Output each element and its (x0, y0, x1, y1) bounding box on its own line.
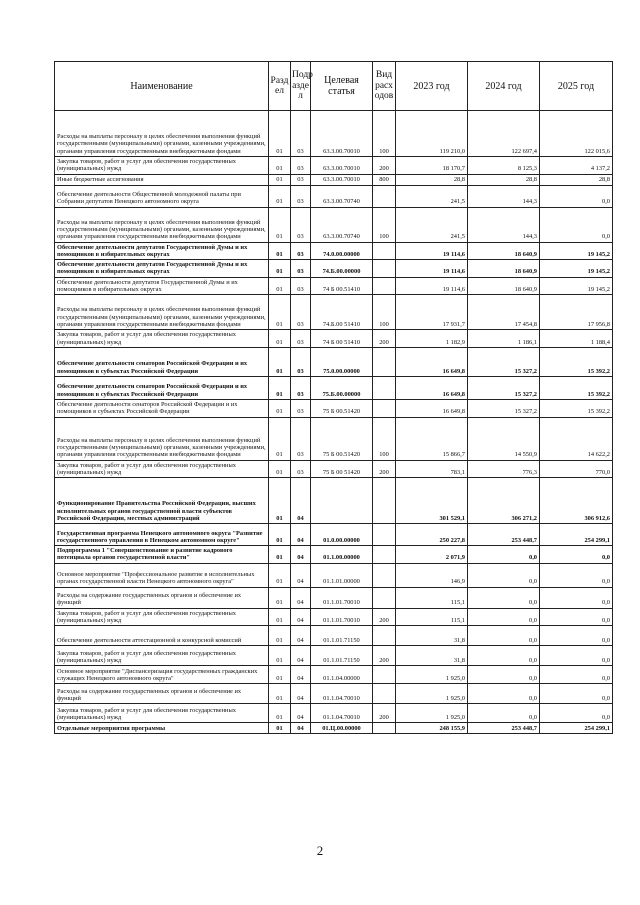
row-amount-2025: 306 912,6 (540, 478, 613, 524)
row-expense-type (373, 626, 396, 646)
row-amount-2025: 0,0 (540, 207, 613, 242)
table-row (55, 111, 613, 157)
table-row (55, 546, 613, 564)
row-amount-2024: 0,0 (468, 684, 540, 704)
row-podrazdel: 03 (291, 330, 311, 348)
row-amount-2024: 18 640,9 (468, 242, 540, 260)
table-row (55, 646, 613, 666)
row-amount-2023: 1 182,9 (396, 330, 468, 348)
table-row (55, 330, 613, 348)
row-podrazdel: 04 (291, 666, 311, 684)
row-podrazdel: 04 (291, 704, 311, 723)
row-target-article: 01.1.01.71150 (311, 646, 373, 666)
row-amount-2024: 0,0 (468, 666, 540, 684)
header-podrazdel: Подр азде л (291, 62, 311, 111)
row-razdel: 01 (269, 646, 291, 666)
row-amount-2023: 31,8 (396, 626, 468, 646)
row-expense-type: 100 (373, 111, 396, 157)
row-razdel: 01 (269, 399, 291, 417)
row-name: Расходы на содержание государственных органов и обеспечение их функций (55, 587, 269, 608)
row-amount-2025: 254 299,1 (540, 524, 613, 546)
row-target-article: 63.3.00.70010 (311, 111, 373, 157)
row-razdel: 01 (269, 587, 291, 608)
row-razdel: 01 (269, 174, 291, 185)
row-target-article: 01.1.04.70010 (311, 684, 373, 704)
row-amount-2024: 0,0 (468, 546, 540, 564)
row-amount-2023: 301 529,1 (396, 478, 468, 524)
row-amount-2024: 144,3 (468, 185, 540, 207)
row-amount-2023: 28,8 (396, 174, 468, 185)
table-row (55, 723, 613, 734)
row-podrazdel: 04 (291, 626, 311, 646)
row-amount-2025: 15 392,2 (540, 376, 613, 399)
row-target-article: 01.0.00.00000 (311, 524, 373, 546)
row-amount-2025: 122 015,6 (540, 111, 613, 157)
row-amount-2023: 119 210,0 (396, 111, 468, 157)
row-name: Обеспечение деятельности депутатов Государственной Думы и их помощников в избирательных округах (55, 260, 269, 278)
row-amount-2025: 14 622,2 (540, 417, 613, 460)
row-name: Обеспечение деятельности Общественной молодежной палаты при Собрании депутатов Ненецкого автономного округа (55, 185, 269, 207)
row-amount-2023: 248 155,9 (396, 723, 468, 734)
row-amount-2023: 2 071,9 (396, 546, 468, 564)
row-name: Подпрограмма 1 "Совершенствование и развитие кадрового потенциала органов государственной власти" (55, 546, 269, 564)
row-razdel: 01 (269, 260, 291, 278)
row-podrazdel: 04 (291, 684, 311, 704)
row-razdel: 01 (269, 330, 291, 348)
row-amount-2023: 115,1 (396, 587, 468, 608)
row-amount-2023: 115,1 (396, 608, 468, 626)
table-row (55, 399, 613, 417)
row-razdel: 01 (269, 546, 291, 564)
row-expense-type (373, 399, 396, 417)
row-target-article: 63.3.00.70010 (311, 174, 373, 185)
row-amount-2023: 1 925,0 (396, 704, 468, 723)
row-podrazdel: 04 (291, 723, 311, 734)
row-podrazdel: 03 (291, 460, 311, 478)
row-podrazdel: 04 (291, 563, 311, 587)
row-podrazdel: 03 (291, 207, 311, 242)
row-expense-type (373, 277, 396, 295)
row-razdel: 01 (269, 478, 291, 524)
row-amount-2024: 0,0 (468, 608, 540, 626)
row-amount-2023: 19 114,6 (396, 242, 468, 260)
header-name: Наименование (55, 62, 269, 111)
table-row (55, 242, 613, 260)
row-name: Государственная программа Ненецкого автономного округа "Развитие государственного управления в Ненецком автономном округе" (55, 524, 269, 546)
row-razdel: 01 (269, 347, 291, 376)
row-amount-2024: 14 550,9 (468, 417, 540, 460)
table-body (55, 111, 613, 734)
row-podrazdel: 04 (291, 478, 311, 524)
row-amount-2025: 1 188,4 (540, 330, 613, 348)
row-amount-2025: 19 145,2 (540, 242, 613, 260)
row-expense-type (373, 376, 396, 399)
header-razdel: Разд ел (269, 62, 291, 111)
row-amount-2024: 0,0 (468, 626, 540, 646)
row-podrazdel: 03 (291, 260, 311, 278)
row-expense-type: 100 (373, 207, 396, 242)
row-expense-type (373, 666, 396, 684)
row-amount-2025: 0,0 (540, 587, 613, 608)
row-amount-2023: 15 866,7 (396, 417, 468, 460)
table-row (55, 417, 613, 460)
row-amount-2023: 1 925,0 (396, 684, 468, 704)
table-row (55, 347, 613, 376)
table-row (55, 174, 613, 185)
row-expense-type: 200 (373, 330, 396, 348)
row-amount-2024: 0,0 (468, 646, 540, 666)
row-podrazdel: 04 (291, 546, 311, 564)
row-expense-type (373, 546, 396, 564)
table-row (55, 626, 613, 646)
row-amount-2023: 16 649,8 (396, 376, 468, 399)
row-expense-type (373, 478, 396, 524)
row-razdel: 01 (269, 666, 291, 684)
row-target-article: 74.Б.00.00000 (311, 260, 373, 278)
row-amount-2023: 18 170,7 (396, 157, 468, 175)
row-target-article: 75 Б 00 51420 (311, 460, 373, 478)
row-name: Расходы на выплаты персоналу в целях обеспечения выполнения функций государственными (муниципальными) органами, казенными учреждениями, органами управления государственными внебюджетными фондами (55, 207, 269, 242)
row-amount-2025: 770,0 (540, 460, 613, 478)
row-target-article: 63.3.00.70740 (311, 207, 373, 242)
row-razdel: 01 (269, 277, 291, 295)
row-amount-2024: 8 125,3 (468, 157, 540, 175)
row-podrazdel: 03 (291, 111, 311, 157)
row-expense-type (373, 242, 396, 260)
row-amount-2025: 17 956,8 (540, 295, 613, 330)
table-row (55, 524, 613, 546)
row-amount-2024: 144,3 (468, 207, 540, 242)
row-amount-2025: 0,0 (540, 684, 613, 704)
table-row (55, 684, 613, 704)
table-row (55, 185, 613, 207)
row-razdel: 01 (269, 524, 291, 546)
row-target-article: 75 Б 00.51420 (311, 399, 373, 417)
row-amount-2025: 19 145,2 (540, 260, 613, 278)
row-podrazdel: 03 (291, 185, 311, 207)
row-razdel: 01 (269, 704, 291, 723)
header-target-article: Целевая статья (311, 62, 373, 111)
table-header (55, 62, 613, 111)
row-expense-type: 200 (373, 157, 396, 175)
row-podrazdel: 04 (291, 608, 311, 626)
row-target-article: 75.Б.00.00000 (311, 376, 373, 399)
row-name: Обеспечение деятельности сенаторов Российской Федерации и их помощников в субъектах Российской Федерации (55, 399, 269, 417)
row-expense-type: 200 (373, 646, 396, 666)
row-amount-2025: 0,0 (540, 546, 613, 564)
table-row (55, 295, 613, 330)
page-number: 2 (316, 843, 324, 858)
row-amount-2023: 19 114,6 (396, 260, 468, 278)
row-name: Закупка товаров, работ и услуг для обеспечения государственных (муниципальных) нужд (55, 157, 269, 175)
row-name: Расходы на выплаты персоналу в целях обеспечения выполнения функций государственными (муниципальными) органами, казенными учреждениями, органами управления государственными внебюджетными фондами (55, 111, 269, 157)
row-expense-type: 200 (373, 704, 396, 723)
table-row (55, 563, 613, 587)
table-row (55, 207, 613, 242)
row-name: Закупка товаров, работ и услуг для обеспечения государственных (муниципальных) нужд (55, 330, 269, 348)
row-name: Основное мероприятие "Профессиональное развитие в исполнительных органах государственной власти Ненецкого автономного округа" (55, 563, 269, 587)
row-amount-2024: 253 448,7 (468, 524, 540, 546)
row-name: Обеспечение деятельности сенаторов Российской Федерации и их помощников в субъектах Российской Федерации (55, 376, 269, 399)
row-amount-2024: 15 327,2 (468, 376, 540, 399)
row-expense-type: 200 (373, 460, 396, 478)
row-target-article: 01.1.01.70010 (311, 608, 373, 626)
row-amount-2025: 0,0 (540, 608, 613, 626)
row-expense-type: 100 (373, 417, 396, 460)
row-name: Обеспечение деятельности депутатов Государственной Думы и их помощников в избирательных округах (55, 242, 269, 260)
row-expense-type (373, 587, 396, 608)
row-expense-type (373, 563, 396, 587)
row-name: Основное мероприятие "Диспансеризация государственных гражданских служащих Ненецкого автономного округа" (55, 666, 269, 684)
table-row (55, 376, 613, 399)
row-podrazdel: 04 (291, 524, 311, 546)
header-row (55, 62, 613, 111)
row-amount-2023: 17 931,7 (396, 295, 468, 330)
row-target-article: 74 Б 00.51410 (311, 277, 373, 295)
row-razdel: 01 (269, 207, 291, 242)
row-name: Обеспечение деятельности сенаторов Российской Федерации и их помощников в субъектах Российской Федерации (55, 347, 269, 376)
row-amount-2024: 0,0 (468, 563, 540, 587)
row-expense-type (373, 185, 396, 207)
row-amount-2024: 0,0 (468, 704, 540, 723)
row-amount-2025: 0,0 (540, 185, 613, 207)
table-row (55, 587, 613, 608)
row-razdel: 01 (269, 684, 291, 704)
row-name: Обеспечение деятельности аттестационной и конкурсной комиссий (55, 626, 269, 646)
row-name: Закупка товаров, работ и услуг для обеспечения государственных (муниципальных) нужд (55, 646, 269, 666)
row-razdel: 01 (269, 111, 291, 157)
row-target-article: 01.1.00.00000 (311, 546, 373, 564)
row-target-article: 74.0.00.00000 (311, 242, 373, 260)
row-amount-2025: 4 137,2 (540, 157, 613, 175)
table-row (55, 260, 613, 278)
row-target-article: 01.1.04.70010 (311, 704, 373, 723)
row-name: Обеспечение деятельности депутатов Государственной Думы и их помощников в избирательных округах (55, 277, 269, 295)
row-amount-2025: 28,8 (540, 174, 613, 185)
row-expense-type: 200 (373, 608, 396, 626)
row-amount-2025: 19 145,2 (540, 277, 613, 295)
row-name: Расходы на выплаты персоналу в целях обеспечения выполнения функций государственными (муниципальными) органами, казенными учреждениями, органами управления государственными внебюджетными фондами (55, 417, 269, 460)
row-target-article: 63.3.00.70740 (311, 185, 373, 207)
row-target-article (311, 478, 373, 524)
table-row (55, 608, 613, 626)
row-expense-type: 100 (373, 295, 396, 330)
row-amount-2024: 17 454,8 (468, 295, 540, 330)
row-name: Закупка товаров, работ и услуг для обеспечения государственных (муниципальных) нужд (55, 704, 269, 723)
row-target-article: 01.Ц.00.00000 (311, 723, 373, 734)
row-amount-2023: 19 114,6 (396, 277, 468, 295)
header-year-2024: 2024 год (468, 62, 540, 111)
row-expense-type (373, 723, 396, 734)
row-amount-2025: 15 392,2 (540, 399, 613, 417)
row-target-article: 63.3.00.70010 (311, 157, 373, 175)
row-podrazdel: 03 (291, 399, 311, 417)
header-year-2023: 2023 год (396, 62, 468, 111)
row-name: Закупка товаров, работ и услуг для обеспечения государственных (муниципальных) нужд (55, 608, 269, 626)
row-target-article: 01.1.01.00000 (311, 563, 373, 587)
table-row (55, 704, 613, 723)
row-razdel: 01 (269, 608, 291, 626)
row-podrazdel: 03 (291, 277, 311, 295)
row-podrazdel: 04 (291, 646, 311, 666)
row-amount-2023: 16 649,8 (396, 399, 468, 417)
row-amount-2024: 15 327,2 (468, 347, 540, 376)
row-amount-2023: 1 925,0 (396, 666, 468, 684)
budget-table (54, 61, 613, 734)
row-amount-2023: 250 227,8 (396, 524, 468, 546)
row-expense-type: 800 (373, 174, 396, 185)
row-amount-2024: 15 327,2 (468, 399, 540, 417)
row-amount-2024: 28,8 (468, 174, 540, 185)
row-razdel: 01 (269, 563, 291, 587)
row-amount-2025: 0,0 (540, 563, 613, 587)
row-name: Расходы на содержание государственных органов и обеспечение их функций (55, 684, 269, 704)
header-year-2025: 2025 год (540, 62, 613, 111)
row-amount-2025: 0,0 (540, 626, 613, 646)
row-target-article: 75 Б 00.51420 (311, 417, 373, 460)
row-name: Отдельные мероприятия программы (55, 723, 269, 734)
row-amount-2025: 254 299,1 (540, 723, 613, 734)
row-razdel: 01 (269, 460, 291, 478)
row-expense-type (373, 524, 396, 546)
row-razdel: 01 (269, 626, 291, 646)
row-razdel: 01 (269, 295, 291, 330)
row-amount-2024: 122 697,4 (468, 111, 540, 157)
row-amount-2024: 0,0 (468, 587, 540, 608)
row-podrazdel: 04 (291, 587, 311, 608)
row-amount-2024: 776,3 (468, 460, 540, 478)
row-expense-type (373, 347, 396, 376)
row-podrazdel: 03 (291, 376, 311, 399)
table-row (55, 460, 613, 478)
row-podrazdel: 03 (291, 347, 311, 376)
row-amount-2024: 306 271,2 (468, 478, 540, 524)
row-podrazdel: 03 (291, 242, 311, 260)
row-podrazdel: 03 (291, 417, 311, 460)
row-target-article: 74 Б 00 51410 (311, 330, 373, 348)
row-amount-2025: 0,0 (540, 704, 613, 723)
row-razdel: 01 (269, 376, 291, 399)
row-name: Закупка товаров, работ и услуг для обеспечения государственных (муниципальных) нужд (55, 460, 269, 478)
row-amount-2023: 241,5 (396, 207, 468, 242)
row-target-article: 74.Б.00 51410 (311, 295, 373, 330)
row-amount-2023: 241,5 (396, 185, 468, 207)
table-row (55, 157, 613, 175)
row-target-article: 01.1.01.70010 (311, 587, 373, 608)
row-name: Расходы на выплаты персоналу в целях обеспечения выполнения функций государственными (муниципальными) органами, казенными учреждениями, органами управления государственными внебюджетными фондами (55, 295, 269, 330)
row-target-article: 01.1.01.71150 (311, 626, 373, 646)
row-name: Иные бюджетные ассигнования (55, 174, 269, 185)
row-amount-2025: 0,0 (540, 646, 613, 666)
row-amount-2023: 16 649,8 (396, 347, 468, 376)
row-razdel: 01 (269, 723, 291, 734)
row-amount-2023: 31,8 (396, 646, 468, 666)
row-target-article: 75.0.00.00000 (311, 347, 373, 376)
row-amount-2024: 18 640,9 (468, 260, 540, 278)
row-podrazdel: 03 (291, 295, 311, 330)
row-podrazdel: 03 (291, 157, 311, 175)
row-podrazdel: 03 (291, 174, 311, 185)
row-amount-2023: 783,1 (396, 460, 468, 478)
table-row (55, 478, 613, 524)
row-razdel: 01 (269, 242, 291, 260)
row-target-article: 01.1.04.00000 (311, 666, 373, 684)
header-expense-type: Вид расх одов (373, 62, 396, 111)
row-expense-type (373, 684, 396, 704)
row-razdel: 01 (269, 417, 291, 460)
row-expense-type (373, 260, 396, 278)
row-razdel: 01 (269, 185, 291, 207)
row-amount-2025: 15 392,2 (540, 347, 613, 376)
row-name: Функционирование Правительства Российской Федерации, высших исполнительных органов государственной власти субъектов Российской Федерации, местных администраций (55, 478, 269, 524)
row-amount-2025: 0,0 (540, 666, 613, 684)
row-amount-2024: 253 448,7 (468, 723, 540, 734)
row-amount-2023: 146,9 (396, 563, 468, 587)
table-row (55, 277, 613, 295)
row-razdel: 01 (269, 157, 291, 175)
row-amount-2024: 18 640,9 (468, 277, 540, 295)
row-amount-2024: 1 186,1 (468, 330, 540, 348)
table-row (55, 666, 613, 684)
